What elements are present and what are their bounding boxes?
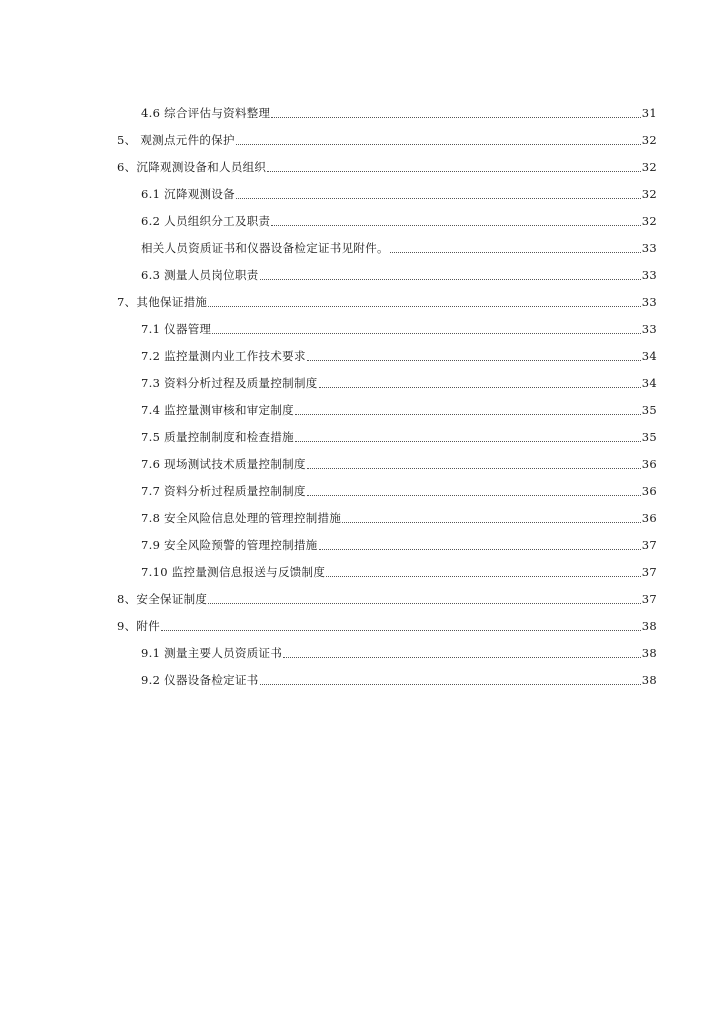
toc-leader-dots: [342, 521, 641, 523]
toc-leader-dots: [236, 143, 641, 145]
toc-entry-page-number: 36: [641, 484, 657, 498]
toc-leader-dots: [212, 332, 640, 334]
toc-leader-dots: [267, 170, 641, 172]
toc-leader-dots: [295, 440, 641, 442]
toc-entry-page-number: 32: [641, 214, 657, 228]
toc-leader-dots: [260, 278, 641, 280]
toc-entry-page-number: 37: [641, 565, 657, 579]
toc-entry[interactable]: [117, 500, 657, 527]
toc-leader-dots: [208, 602, 641, 604]
toc-entry-page-number: 32: [641, 187, 657, 201]
toc-leader-dots: [295, 413, 641, 415]
toc-entry-page-number: 35: [641, 403, 657, 417]
toc-entry-page-number: 33: [641, 295, 657, 309]
toc-entry-title: 7、其他保证措施: [117, 295, 208, 309]
toc-leader-dots: [307, 467, 641, 469]
toc-entry-title: 8、安全保证制度: [117, 592, 208, 606]
toc-entry[interactable]: [117, 365, 657, 392]
toc-entry-page-number: 33: [641, 241, 657, 255]
toc-leader-dots: [319, 386, 641, 388]
toc-entry-page-number: 34: [641, 376, 657, 390]
toc-entry[interactable]: [117, 257, 657, 284]
toc-entry-page-number: 37: [641, 592, 657, 606]
toc-entry-page-number: 34: [641, 349, 657, 363]
toc-entry-page-number: 38: [641, 673, 657, 687]
toc-entry-title: 6、沉降观测设备和人员组织: [117, 160, 267, 174]
table-of-contents: [117, 95, 657, 689]
toc-leader-dots: [271, 224, 640, 226]
toc-entry[interactable]: [117, 311, 657, 338]
toc-entry-page-number: 37: [641, 538, 657, 552]
toc-entry[interactable]: [117, 662, 657, 689]
toc-entry-page-number: 36: [641, 511, 657, 525]
toc-leader-dots: [208, 305, 641, 307]
toc-entry-page-number: 32: [641, 160, 657, 174]
toc-entry[interactable]: [117, 392, 657, 419]
toc-entry-title: 6.3 测量人员岗位职责: [141, 268, 259, 282]
toc-entry-title: 9.1 测量主要人员资质证书: [141, 646, 283, 660]
toc-entry-title: 9.2 仪器设备检定证书: [141, 673, 259, 687]
toc-entry-title: 7.2 监控量测内业工作技术要求: [141, 349, 306, 363]
toc-entry[interactable]: [117, 446, 657, 473]
toc-entry-title: 6.1 沉降观测设备: [141, 187, 235, 201]
toc-entry[interactable]: [117, 608, 657, 635]
toc-entry[interactable]: [117, 95, 657, 122]
toc-entry-title: 7.1 仪器管理: [141, 322, 212, 336]
toc-entry-title: 7.3 资料分析过程及质量控制制度: [141, 376, 318, 390]
toc-entry-page-number: 33: [641, 322, 657, 336]
toc-leader-dots: [161, 629, 641, 631]
toc-leader-dots: [390, 251, 641, 253]
toc-entry[interactable]: [117, 473, 657, 500]
toc-entry-page-number: 33: [641, 268, 657, 282]
toc-leader-dots: [326, 575, 641, 577]
toc-entry[interactable]: [117, 635, 657, 662]
toc-entry-title: 相关人员资质证书和仪器设备检定证书见附件。: [141, 241, 389, 255]
toc-entry[interactable]: [117, 122, 657, 149]
toc-entry-title: 6.2 人员组织分工及职责: [141, 214, 271, 228]
toc-entry-page-number: 38: [641, 619, 657, 633]
toc-leader-dots: [307, 494, 641, 496]
toc-entry[interactable]: [117, 149, 657, 176]
toc-entry[interactable]: [117, 581, 657, 608]
toc-entry[interactable]: [117, 338, 657, 365]
toc-entry-title: 7.4 监控量测审核和审定制度: [141, 403, 294, 417]
toc-entry-title: 7.9 安全风险预警的管理控制措施: [141, 538, 318, 552]
toc-entry[interactable]: [117, 284, 657, 311]
toc-entry-title: 9、附件: [117, 619, 161, 633]
toc-entry-title: 7.5 质量控制制度和检查措施: [141, 430, 294, 444]
toc-leader-dots: [307, 359, 641, 361]
toc-entry-page-number: 35: [641, 430, 657, 444]
toc-entry-page-number: 31: [641, 106, 657, 120]
toc-entry-title: 5、 观测点元件的保护: [117, 133, 235, 147]
toc-entry-title: 7.8 安全风险信息处理的管理控制措施: [141, 511, 342, 525]
toc-entry-title: 7.7 资料分析过程质量控制制度: [141, 484, 306, 498]
toc-entry[interactable]: [117, 230, 657, 257]
toc-entry[interactable]: [117, 203, 657, 230]
toc-leader-dots: [283, 656, 641, 658]
toc-entry[interactable]: [117, 527, 657, 554]
toc-entry[interactable]: [117, 554, 657, 581]
toc-entry[interactable]: [117, 176, 657, 203]
toc-entry-title: 7.10 监控量测信息报送与反馈制度: [141, 565, 326, 579]
toc-entry-title: 4.6 综合评估与资料整理: [141, 106, 271, 120]
toc-entry-title: 7.6 现场测试技术质量控制制度: [141, 457, 306, 471]
toc-leader-dots: [260, 683, 641, 685]
toc-leader-dots: [236, 197, 641, 199]
toc-entry-page-number: 38: [641, 646, 657, 660]
toc-entry-page-number: 36: [641, 457, 657, 471]
toc-entry-page-number: 32: [641, 133, 657, 147]
toc-entry[interactable]: [117, 419, 657, 446]
toc-leader-dots: [319, 548, 641, 550]
toc-leader-dots: [271, 116, 640, 118]
